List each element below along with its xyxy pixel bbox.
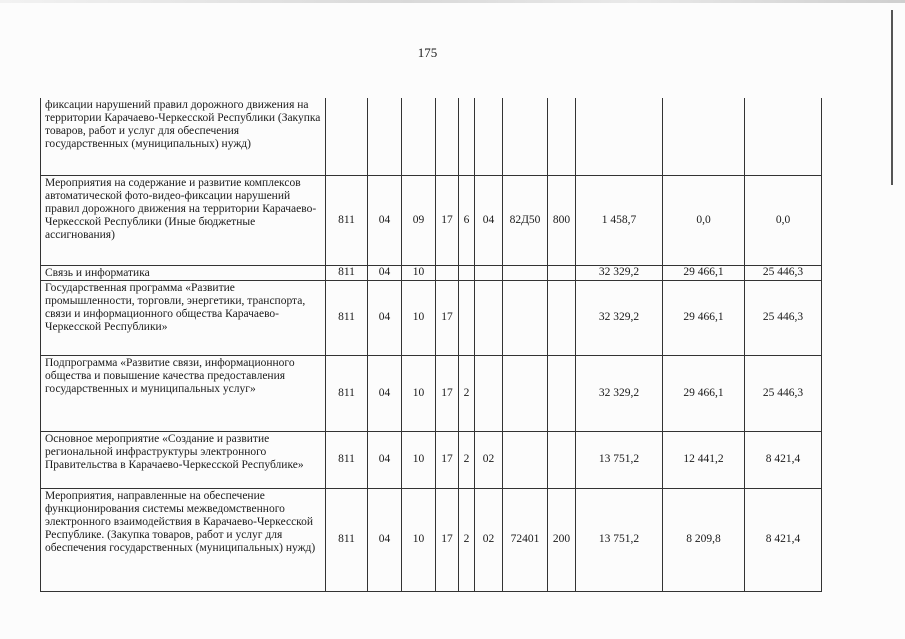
amount-cell: 8 421,4 [745,488,822,591]
code-cell: 04 [368,431,402,488]
code-cell: 811 [326,265,368,280]
table-row [41,280,822,355]
code-cell [475,265,503,280]
table-row [41,265,822,280]
code-cell [548,280,576,355]
amount-cell: 13 751,2 [576,488,663,591]
table-body [41,98,822,591]
table-row [41,98,822,175]
code-cell: 811 [326,175,368,265]
code-cell [475,98,503,175]
scan-top-edge [0,0,905,3]
amount-cell: 32 329,2 [576,280,663,355]
code-cell: 2 [459,488,475,591]
amount-cell: 8 421,4 [745,431,822,488]
code-cell: 17 [436,488,459,591]
table-row [41,175,822,265]
code-cell: 04 [368,488,402,591]
code-cell [475,355,503,431]
amount-cell [745,98,822,175]
amount-cell: 25 446,3 [745,280,822,355]
code-cell: 17 [436,355,459,431]
code-cell [459,265,475,280]
amount-cell: 12 441,2 [663,431,745,488]
amount-cell: 29 466,1 [663,355,745,431]
code-cell: 02 [475,488,503,591]
code-cell [548,265,576,280]
scan-right-edge [891,10,893,185]
amount-cell: 1 458,7 [576,175,663,265]
row-name-cell: фиксации нарушений правил дорожного движения на территории Карачаево-Черкесской Республики (Закупка товаров, работ и услуг для обеспечения государственных (муниципальных) нужд) [41,98,326,175]
amount-cell [663,98,745,175]
code-cell: 10 [402,355,436,431]
row-name-cell: Государственная программа «Развитие промышленности, торговли, энергетики, транспорта, связи и информационного общества Карачаево-Черкесской Республики» [41,280,326,355]
code-cell: 04 [368,265,402,280]
row-name-cell: Мероприятия на содержание и развитие комплексов автоматической фото-видео-фиксации нарушений правил дорожного движения на территории Карачаево-Черкесской Республики (Иные бюджетные ассигнования) [41,175,326,265]
amount-cell: 0,0 [663,175,745,265]
row-name-cell: Связь и информатика [41,265,326,280]
code-cell: 17 [436,431,459,488]
amount-cell: 32 329,2 [576,355,663,431]
code-cell: 811 [326,431,368,488]
amount-cell: 25 446,3 [745,355,822,431]
code-cell: 2 [459,431,475,488]
code-cell: 04 [368,175,402,265]
amount-cell [576,98,663,175]
code-cell: 17 [436,280,459,355]
row-name-cell: Мероприятия, направленные на обеспечение функционирования системы межведомственного электронного взаимодействия в Карачаево-Черкесской Республике. (Закупка товаров, работ и услуг для обеспечения государственных (муниципальных) нужд) [41,488,326,591]
code-cell: 17 [436,175,459,265]
amount-cell: 0,0 [745,175,822,265]
code-cell [402,98,436,175]
table-row [41,431,822,488]
code-cell: 82Д50 [503,175,548,265]
code-cell: 04 [368,280,402,355]
code-cell: 02 [475,431,503,488]
code-cell [459,98,475,175]
code-cell [368,98,402,175]
code-cell: 200 [548,488,576,591]
code-cell [548,355,576,431]
row-name-cell: Подпрограмма «Развитие связи, информационного общества и повышение качества предоставления государственных и муниципальных услуг» [41,355,326,431]
page-number: 175 [417,45,438,60]
code-cell [326,98,368,175]
code-cell [475,280,503,355]
code-cell: 72401 [503,488,548,591]
table-row [41,488,822,591]
row-name-cell: Основное мероприятие «Создание и развитие региональной инфраструктуры электронного Правительства в Карачаево-Черкесской Республике» [41,431,326,488]
code-cell [548,431,576,488]
code-cell [503,265,548,280]
amount-cell: 32 329,2 [576,265,663,280]
code-cell: 6 [459,175,475,265]
code-cell: 811 [326,280,368,355]
code-cell: 04 [368,355,402,431]
code-cell [436,98,459,175]
code-cell: 10 [402,488,436,591]
code-cell: 09 [402,175,436,265]
code-cell [459,280,475,355]
code-cell [436,265,459,280]
code-cell [503,98,548,175]
amount-cell: 29 466,1 [663,280,745,355]
code-cell: 2 [459,355,475,431]
code-cell: 811 [326,355,368,431]
code-cell: 800 [548,175,576,265]
code-cell [503,355,548,431]
code-cell: 10 [402,431,436,488]
code-cell: 10 [402,265,436,280]
code-cell: 10 [402,280,436,355]
table-row [41,355,822,431]
code-cell: 811 [326,488,368,591]
budget-table [40,98,822,592]
amount-cell: 13 751,2 [576,431,663,488]
code-cell [548,98,576,175]
code-cell [503,280,548,355]
amount-cell: 25 446,3 [745,265,822,280]
amount-cell: 29 466,1 [663,265,745,280]
code-cell [503,431,548,488]
code-cell: 04 [475,175,503,265]
amount-cell: 8 209,8 [663,488,745,591]
